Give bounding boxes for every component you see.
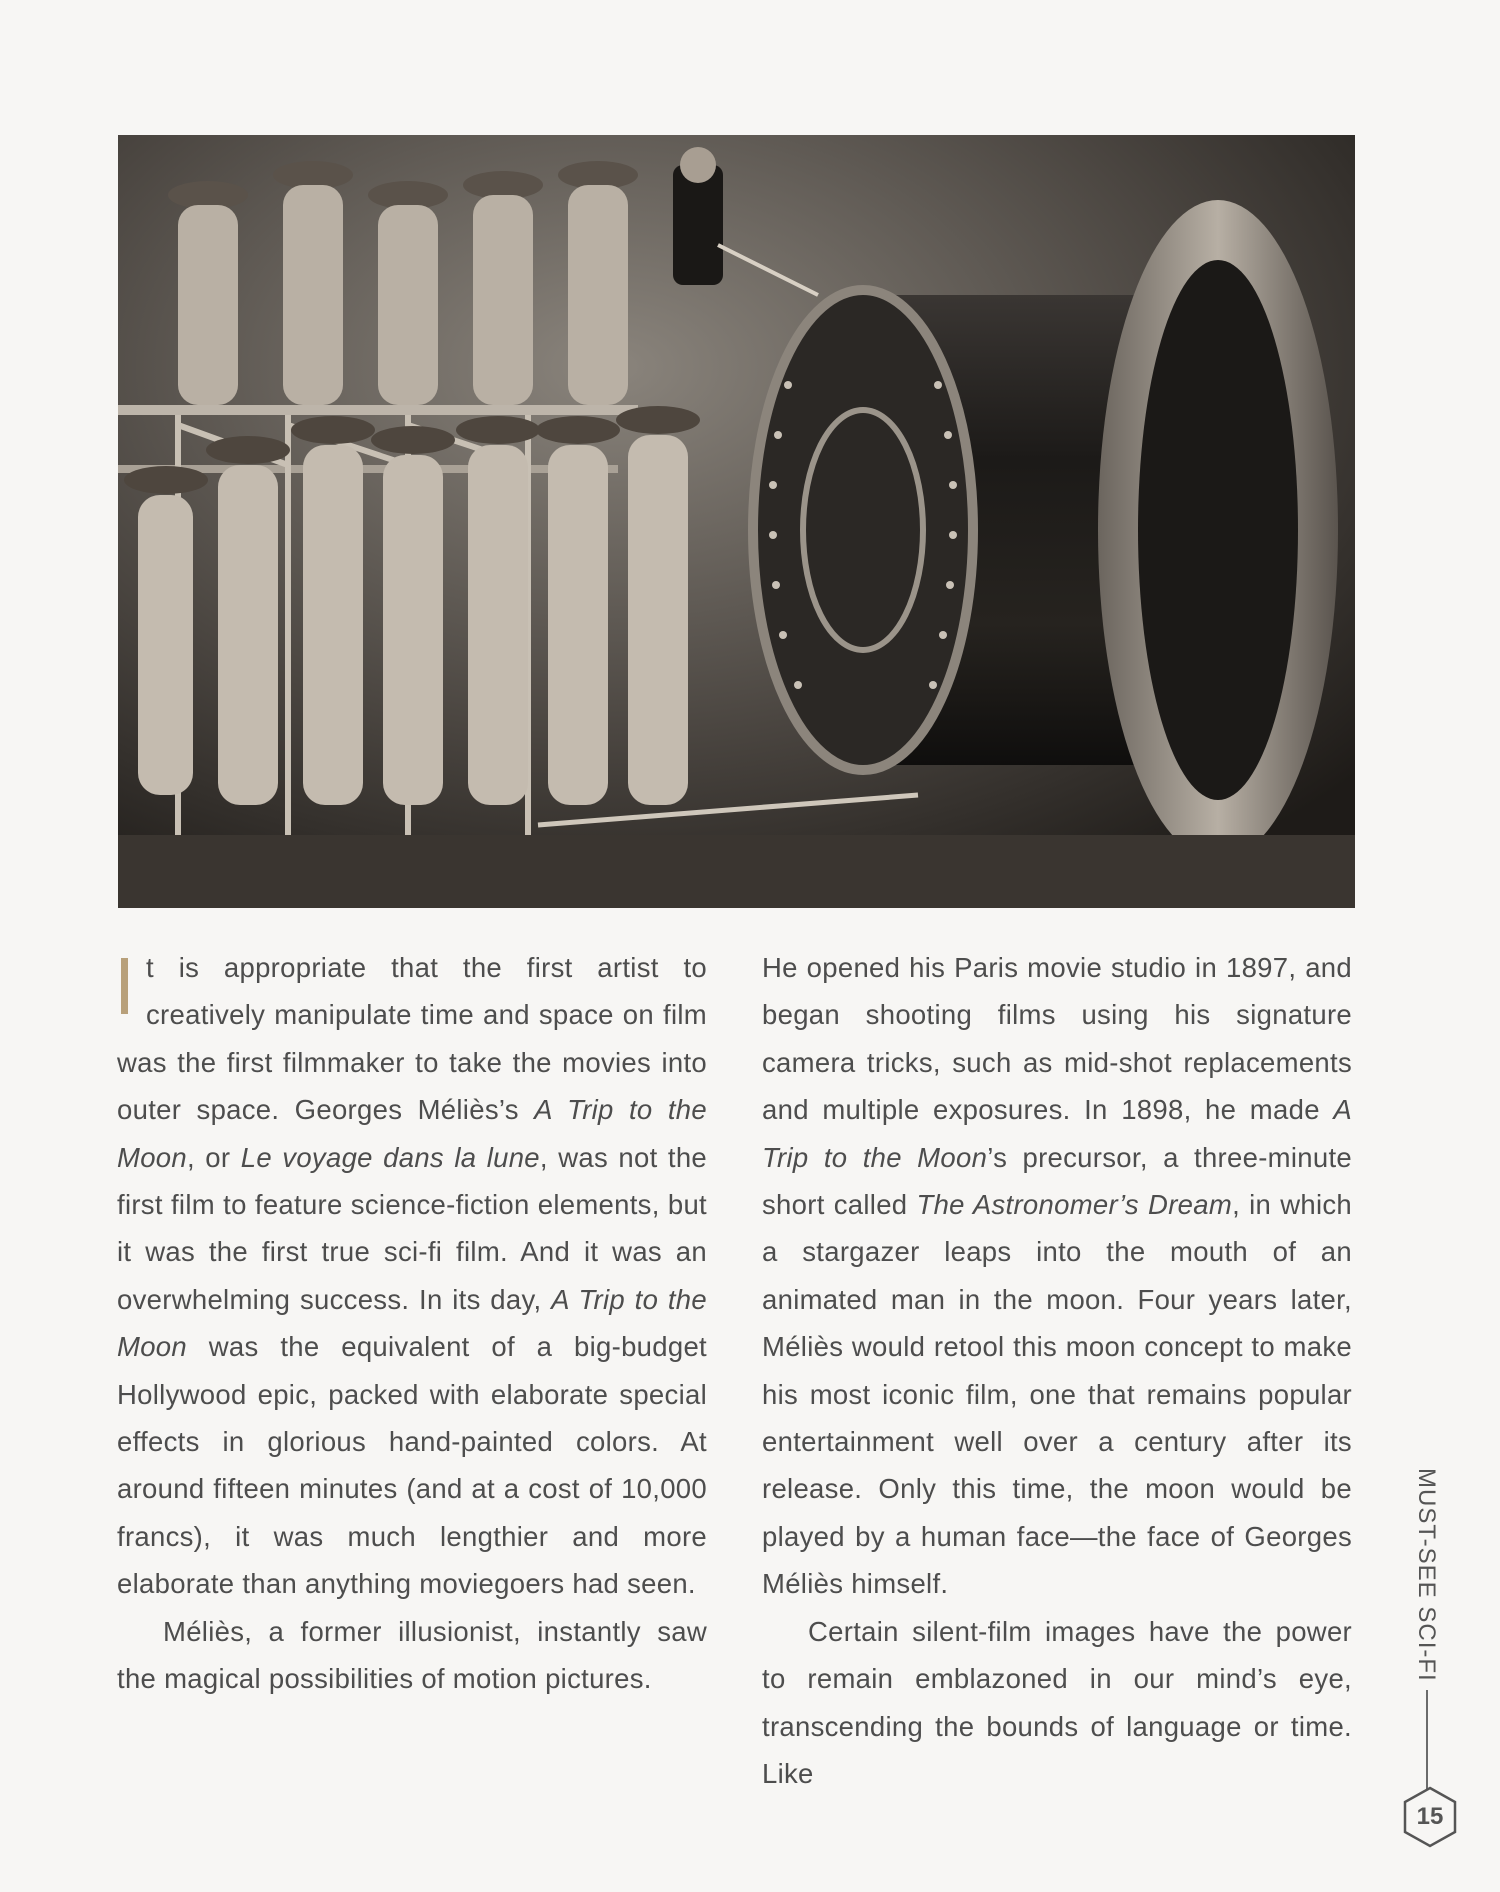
text-run: , was not the first film to feature science-fiction elements, but it was the first true sci-fi film. And it was an overwhelming success. In its day, [117,1141,708,1315]
right-paragraph-1 [762,944,1352,1608]
film-still-photo [118,135,1355,908]
left-column [117,944,707,1703]
film-title: Le voyage dans la lune [240,1141,540,1173]
dropcap-bar [121,958,128,1014]
text-run: , or [187,1141,241,1173]
section-label: MUST-SEE SCI-FI [1413,1468,1440,1682]
left-paragraph-1 [117,944,707,1608]
film-title: A Trip to the Moon [117,1094,707,1173]
film-title: A Trip to the Moon [762,1094,1352,1173]
right-paragraph-2: Certain silent-film images have the power to remain emblazoned in our mind’s eye, transcending the bounds of language or time. Like [762,1615,1352,1789]
text-run: ’s precursor, a three-minute short called [762,1141,1352,1221]
page-number: 15 [1416,1803,1444,1830]
section-divider [1426,1690,1428,1790]
right-column [762,944,1352,1797]
left-paragraph-2: Méliès, a former illusionist, instantly saw the magical possibilities of motion pictures. [117,1615,707,1695]
film-title: A Trip to the Moon [117,1283,707,1363]
text-run: , in which a stargazer leaps into the mouth of an animated man in the moon. Four years later, Méliès would retool this moon concept to make his most iconic film, one that remains popular entertainment well over a century after its release. Only this time, the moon would be played by a human face—the face of Georges Méliès himself. [762,1189,1352,1600]
text-run: t is appropriate that the first artist to creatively manipulate time and space on film was the first filmmaker to take the movies into outer space. Georges Méliès’s [117,952,707,1126]
text-run: was the equivalent of a big-budget Hollywood epic, packed with elaborate special effects in glorious hand-painted colors. At around fifteen minutes (and at a cost of 10,000 francs), it was much lengthier and more elaborate than anything moviegoers had seen. [117,1331,707,1600]
film-title: The Astronomer’s Dream [916,1189,1233,1221]
text-run: He opened his Paris movie studio in 1897, and began shooting films using his signature camera tricks, such as mid-shot replacements and multiple exposures. In 1898, he made [762,952,1352,1126]
